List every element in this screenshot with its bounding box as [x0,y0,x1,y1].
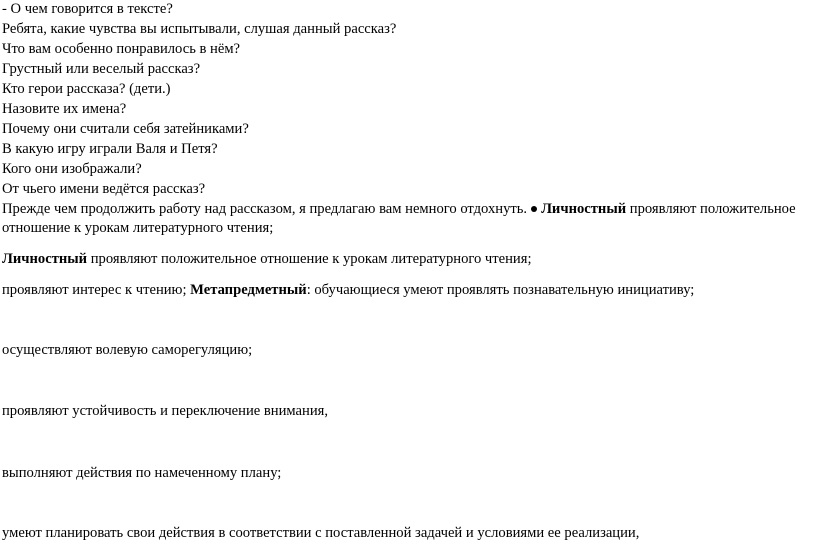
question-line: От чьего имени ведётся рассказ? [2,181,206,197]
personal-label: Личностный [541,201,627,217]
transition-continuation: отношение к урокам литературного чтения; [2,220,274,236]
result-item: осуществляют волевую саморегуляцию; [2,342,253,358]
question-line: Грустный или веселый рассказ? [2,61,201,77]
question-line: - О чем говорится в тексте? [2,1,173,17]
personal-text: проявляют положительное отношение к урокам литературного чтения; [87,251,532,267]
result-item: умеют планировать свои действия в соответствии с поставленной задачей и условиями ее реализации, [2,525,640,541]
meta-text: : обучающиеся умеют проявлять познавательную инициативу; [306,282,695,298]
meta-prefix: проявляют интерес к чтению; [2,282,191,298]
meta-label: Метапредметный [190,282,307,298]
question-line: Кто герои рассказа? (дети.) [2,81,171,97]
question-line: В какую игру играли Валя и Петя? [2,141,218,157]
transition-line [2,200,796,218]
personal-label: Личностный [2,251,88,267]
question-line: Кого они изображали? [2,161,142,177]
question-line: Ребята, какие чувства вы испытывали, слушая данный рассказ? [2,21,397,37]
personal-result-line [2,250,532,268]
question-line: Назовите их имена? [2,101,127,117]
result-item: проявляют устойчивость и переключение внимания, [2,403,329,419]
bullet-icon [531,206,537,212]
meta-result-line [2,281,694,299]
result-item: выполняют действия по намеченному плану; [2,465,282,481]
question-line: Почему они считали себя затейниками? [2,121,249,137]
transition-rest: проявляют положительное [626,201,796,217]
question-line: Что вам особенно понравилось в нём? [2,41,241,57]
transition-text: Прежде чем продолжить работу над рассказом, я предлагаю вам немного отдохнуть. [2,201,528,217]
